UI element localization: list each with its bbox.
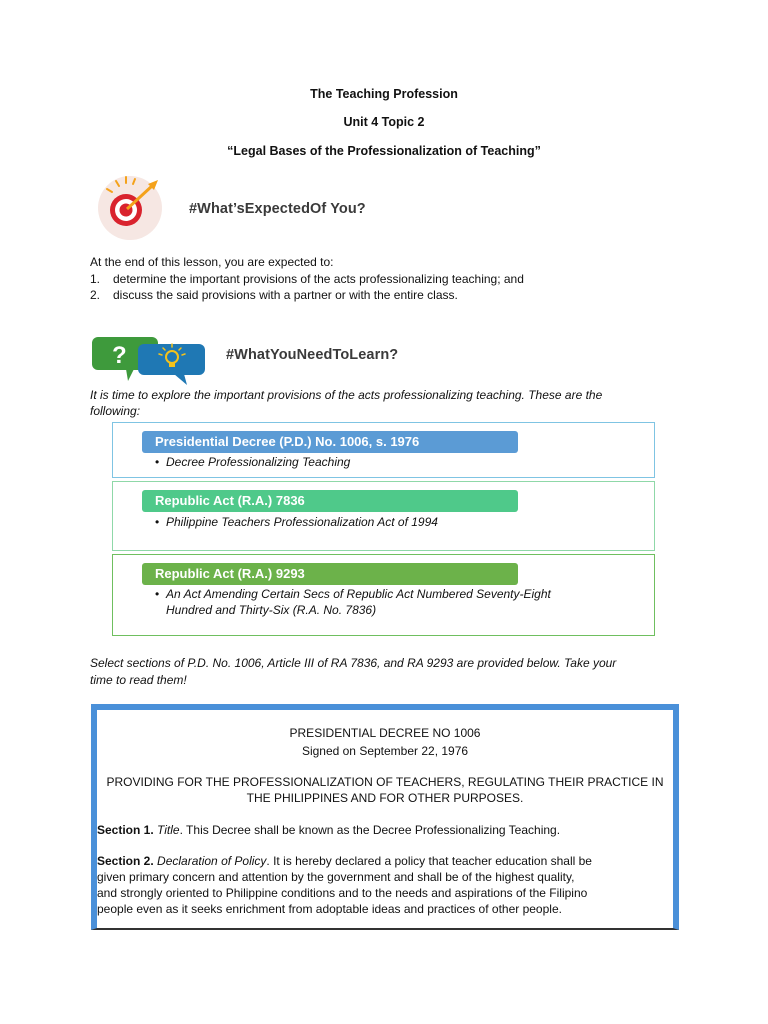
- act-description: Philippine Teachers Professionalization Act of 1994: [166, 515, 438, 529]
- section-2-label: Section 2.: [97, 854, 154, 868]
- select-line-2: time to read them!: [90, 673, 187, 687]
- learn-heading: #WhatYouNeedToLearn?: [226, 347, 399, 363]
- decree-purpose-line-2: THE PHILIPPINES AND FOR OTHER PURPOSES.: [246, 791, 524, 805]
- select-line-1: Select sections of P.D. No. 1006, Article III of RA 7836, and RA 9293 are provided below. Take your: [90, 656, 617, 670]
- item-text: determine the important provisions of the acts professionalizing teaching; and: [113, 272, 524, 286]
- target-with-dart-icon: [92, 172, 172, 240]
- decree-excerpt-box: [91, 704, 679, 930]
- section-2-text-1: . It is hereby declared a policy that teacher education shall be: [266, 854, 592, 868]
- section-1: [97, 822, 673, 838]
- act-description-line-2: Hundred and Thirty-Six (R.A. No. 7836): [166, 603, 377, 617]
- act-card-pd-1006: [112, 422, 655, 478]
- section-2-title: Declaration of Policy: [157, 854, 267, 868]
- bullet-icon: •: [155, 455, 160, 469]
- item-number: 1.: [90, 272, 101, 286]
- bullet-icon: •: [155, 515, 160, 529]
- act-description-line-1: An Act Amending Certain Secs of Republic Act Numbered Seventy-Eight: [166, 587, 551, 601]
- section-2: [97, 853, 673, 869]
- unit-topic: Unit 4 Topic 2: [343, 115, 425, 129]
- lesson-title: “Legal Bases of the Professionalization of Teaching”: [227, 144, 541, 158]
- act-title: Republic Act (R.A.) 9293: [142, 563, 518, 585]
- decree-purpose-line-1: PROVIDING FOR THE PROFESSIONALIZATION OF TEACHERS, REGULATING THEIR PRACTICE IN: [106, 775, 664, 789]
- act-bullet: [155, 586, 625, 618]
- act-bullet: [155, 454, 625, 470]
- learn-intro-line-2: following:: [90, 404, 141, 418]
- expected-intro: At the end of this lesson, you are expected to:: [90, 255, 334, 269]
- act-title: Presidential Decree (P.D.) No. 1006, s. 1976: [142, 431, 518, 453]
- act-bullet: [155, 514, 625, 530]
- question-and-lightbulb-chat-icon: [90, 335, 208, 387]
- section-1-title: Title: [157, 823, 180, 837]
- learn-intro-line-1: It is time to explore the important provisions of the acts professionalizing teaching. These are the: [90, 388, 603, 402]
- item-number: 2.: [90, 288, 101, 302]
- expected-heading: #What’sExpectedOf You?: [189, 201, 366, 217]
- section-1-label: Section 1.: [97, 823, 154, 837]
- section-1-text: . This Decree shall be known as the Decree Professionalizing Teaching.: [179, 823, 561, 837]
- act-description: Decree Professionalizing Teaching: [166, 455, 351, 469]
- bullet-icon: •: [155, 587, 160, 601]
- section-2-text-3: and strongly oriented to Philippine conditions and to the needs and aspirations of the Filipino: [97, 886, 588, 900]
- act-title: Republic Act (R.A.) 7836: [142, 490, 518, 512]
- decree-signed-date: Signed on September 22, 1976: [301, 744, 469, 758]
- section-2-text-4: people even as it seeks enrichment from adoptable ideas and practices of other people.: [97, 902, 562, 916]
- objectives-list: [90, 271, 690, 303]
- document-title: The Teaching Profession: [310, 87, 458, 101]
- svg-text:?: ?: [112, 342, 127, 369]
- act-card-ra-7836: [112, 481, 655, 551]
- list-item: [90, 271, 690, 287]
- decree-title: PRESIDENTIAL DECREE NO 1006: [289, 726, 481, 740]
- act-card-ra-9293: [112, 554, 655, 636]
- section-2-text-2: given primary concern and attention by the government and shall be of the highest quality,: [97, 870, 575, 884]
- item-text: discuss the said provisions with a partner or with the entire class.: [113, 288, 458, 302]
- list-item: [90, 287, 690, 303]
